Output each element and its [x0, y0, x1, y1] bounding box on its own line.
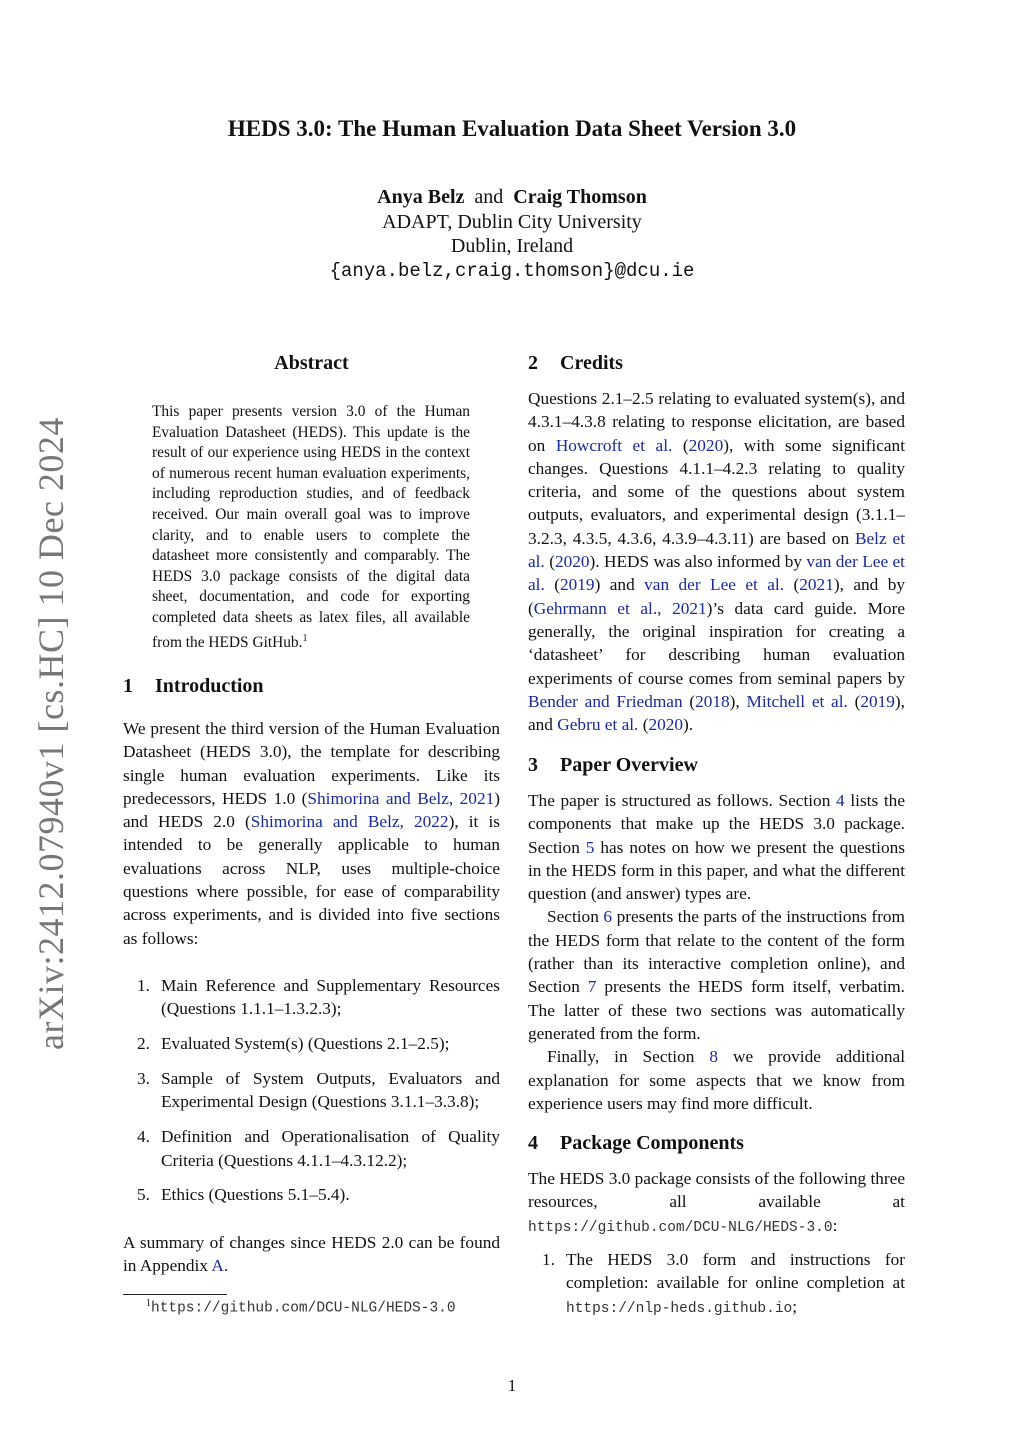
text-run: ) and: [594, 575, 645, 595]
github-url-link[interactable]: https://github.com/DCU-NLG/HEDS-3.0: [528, 1219, 833, 1236]
citation-link[interactable]: van der Lee et al.: [644, 575, 785, 595]
list-item: [123, 1032, 500, 1055]
section-heading-package-components: [528, 1132, 744, 1155]
location: Dublin, Ireland: [450, 235, 574, 257]
text-run: ),: [729, 691, 747, 711]
text-run: has notes on how we present the questions in the HEDS form in this paper, and what the different question (and answer) types are.: [528, 837, 905, 904]
credits-paragraph: [528, 387, 905, 736]
citation-link[interactable]: 2021: [799, 575, 834, 595]
citation-link[interactable]: Gebru et al.: [557, 715, 639, 735]
footnote-url[interactable]: https://github.com/DCU-NLG/HEDS-3.0: [151, 1300, 456, 1317]
intro-paragraph: [123, 717, 500, 950]
appendix-paragraph: [123, 1231, 500, 1278]
section-heading-paper-overview: [528, 754, 698, 777]
text-run: ).: [683, 715, 694, 735]
text-run: (: [682, 691, 696, 711]
text-run: ), and by (: [528, 575, 906, 618]
list-item-text: Ethics (Questions 5.1–5.4).: [161, 1185, 350, 1205]
text-run: )’s data card guide. More generally, the original inspiration for creating a ‘datasheet’ for describing human evaluation experiments of course comes from seminal papers by: [528, 598, 905, 688]
author-names: [0, 185, 1024, 210]
package-list: [528, 1248, 905, 1332]
text-run: lists the components that make up the HEDS 3.0 package. Section: [528, 791, 905, 857]
citation-link[interactable]: 2020: [648, 715, 684, 735]
section-title: Introduction: [155, 675, 264, 697]
text-run: (: [544, 575, 560, 595]
text-run: ), with some significant changes. Questions 4.1.1–4.2.3 relating to quality criteria, and some of the questions about system outputs, evaluators, and experimental design (3.1.1–3.2.3, 4.3.5, 4.3.6, 4.3.9–4.3.11) are based on: [528, 435, 905, 548]
section-number: 1: [123, 675, 133, 697]
text-run: The paper is structured as follows. Section: [528, 791, 837, 810]
section-number: 2: [528, 352, 538, 374]
citation-link[interactable]: van der Lee et al.: [528, 552, 905, 595]
citation-link[interactable]: Howcroft et al.: [555, 435, 673, 455]
section-number: 4: [528, 1132, 538, 1154]
section-heading-introduction: [123, 675, 264, 698]
citation-link[interactable]: Mitchell et al.: [746, 691, 848, 711]
text-run: ) and HEDS 2.0 (: [123, 788, 500, 832]
footnote-rule: [123, 1294, 227, 1295]
list-item: [123, 1067, 500, 1114]
list-number: 2.: [137, 1034, 150, 1054]
section-link[interactable]: 4: [836, 791, 845, 810]
list-number: 4.: [137, 1127, 150, 1147]
abstract-heading: Abstract: [274, 352, 349, 374]
author-conjunction: and: [474, 186, 504, 208]
citation-link[interactable]: 2018: [695, 691, 730, 711]
list-item-text: Sample of System Outputs, Evaluators and Experimental Design (Questions 3.1.1–3.3.8);: [161, 1069, 500, 1112]
section-number: 3: [528, 754, 538, 776]
text-run: :: [832, 1215, 838, 1235]
section-link[interactable]: 7: [587, 977, 597, 997]
author-block: [0, 185, 1024, 283]
abstract-text: This paper presents version 3.0 of the Human Evaluation Datasheet (HEDS). This update is the result of our experience using HEDS in the context of numerous recent human evaluation experiments, including reproduction studies, and of feedback received. Our main overall goal was to improve clarity, and to enable users to complete the datasheet more consistently and comparably. The HEDS 3.0 package consists of the digital data sheet, documentation, and code for exporting completed data sheets as latex files, all available from the HEDS GitHub.: [152, 403, 470, 651]
text-run: presents the parts of the instructions from the HEDS form that relate to the content of the form (rather than its interactive completion online), and Section: [528, 907, 905, 997]
text-run: ), it is intended to be generally applicable to human evaluations across NLP, uses multiple-choice questions where possible, for ease of comparability across experiments, and is divided into five sections as follows:: [123, 812, 500, 948]
text-run: presents the HEDS form itself, verbatim. The latter of these two sections was automatically generated from the form.: [528, 977, 906, 1043]
citation-link[interactable]: Shimorina and Belz, 2021: [307, 788, 495, 808]
list-item: [528, 1248, 905, 1321]
text-run: (: [784, 575, 800, 595]
footnote-mark[interactable]: 1: [302, 632, 308, 644]
heds-form-url-link[interactable]: https://nlp-heds.github.io: [566, 1300, 793, 1317]
citation-link[interactable]: Gehrmann et al., 2021: [533, 598, 707, 618]
text-run: (: [672, 435, 689, 455]
section-title: Credits: [560, 352, 623, 374]
abstract-body: [152, 402, 470, 653]
footnote-number: 1: [146, 1298, 151, 1309]
author-1: Anya Belz: [377, 186, 465, 208]
arxiv-identifier: arXiv:2412.07940v1 [cs.HC] 10 Dec 2024: [31, 417, 71, 1050]
section-link[interactable]: 5: [585, 837, 595, 857]
section-link[interactable]: 8: [709, 1047, 719, 1067]
section-title: Package Components: [560, 1132, 744, 1154]
author-2: Craig Thomson: [513, 186, 647, 208]
text-run: ). HEDS was also informed by: [589, 552, 807, 572]
text-run: Finally, in Section: [547, 1047, 710, 1067]
text-run: we provide additional explanation for some aspects that we know from experience users may find more difficult.: [528, 1047, 905, 1113]
section-link[interactable]: 6: [603, 907, 613, 927]
list-number: 3.: [137, 1069, 150, 1089]
text-run: (: [544, 552, 555, 572]
citation-link[interactable]: 2020: [554, 552, 590, 572]
list-number: 5.: [137, 1185, 150, 1205]
text-run: ), and: [528, 691, 905, 735]
list-item-text: Definition and Operationalisation of Quality Criteria (Questions 4.1.1–4.3.12.2);: [161, 1127, 500, 1170]
citation-link[interactable]: 2019: [860, 691, 895, 711]
text-run: ;: [792, 1296, 798, 1316]
list-item-text: The HEDS 3.0 form and instructions for completion: available for online completion at: [566, 1250, 905, 1293]
text-run: .: [223, 1256, 229, 1276]
citation-link[interactable]: Belz et al.: [528, 528, 905, 572]
affiliation: ADAPT, Dublin City University: [382, 210, 642, 233]
citation-link[interactable]: Shimorina and Belz, 2022: [250, 812, 449, 832]
list-item: [123, 1125, 500, 1172]
section-heading-credits: [528, 352, 623, 375]
text-run: (: [638, 715, 649, 735]
citation-link[interactable]: Bender and Friedman: [528, 691, 683, 711]
list-item: [123, 974, 500, 1021]
paper-title: HEDS 3.0: The Human Evaluation Data Sheet Version 3.0: [227, 116, 797, 141]
citation-link[interactable]: 2020: [688, 435, 724, 455]
list-item-text: Main Reference and Supplementary Resources (Questions 1.1.1–1.3.2.3);: [161, 976, 500, 1019]
footnote: [146, 1298, 456, 1317]
text-run: We present the third version of the Human Evaluation Datasheet (HEDS 3.0), the template for describing single human evaluation experiments. Like its predecessors, HEDS 1.0 (: [123, 719, 500, 808]
package-paragraph: [528, 1167, 905, 1240]
list-item: [123, 1183, 500, 1206]
page-number: 1: [507, 1376, 517, 1395]
list-number: 1.: [137, 976, 150, 995]
text-run: A summary of changes since HEDS 2.0 can be found in Appendix: [123, 1233, 500, 1276]
overview-paragraphs: [528, 789, 905, 1115]
text-run: The HEDS 3.0 package consists of the following three resources, all available at: [528, 1169, 905, 1212]
list-number: 1.: [542, 1250, 555, 1269]
text-run: Section: [547, 907, 604, 927]
author-email: {anya.belz,craig.thomson}@dcu.ie: [329, 259, 695, 282]
list-item-text: Evaluated System(s) (Questions 2.1–2.5);: [161, 1034, 450, 1054]
text-run: (: [847, 691, 861, 711]
section-list: [123, 974, 500, 1218]
text-run: Questions 2.1–2.5 relating to evaluated system(s), and 4.3.1–4.3.8 relating to response elicitation, are based on: [528, 389, 905, 455]
citation-link[interactable]: 2019: [560, 575, 595, 595]
section-title: Paper Overview: [560, 754, 698, 776]
appendix-link[interactable]: A: [211, 1256, 224, 1276]
